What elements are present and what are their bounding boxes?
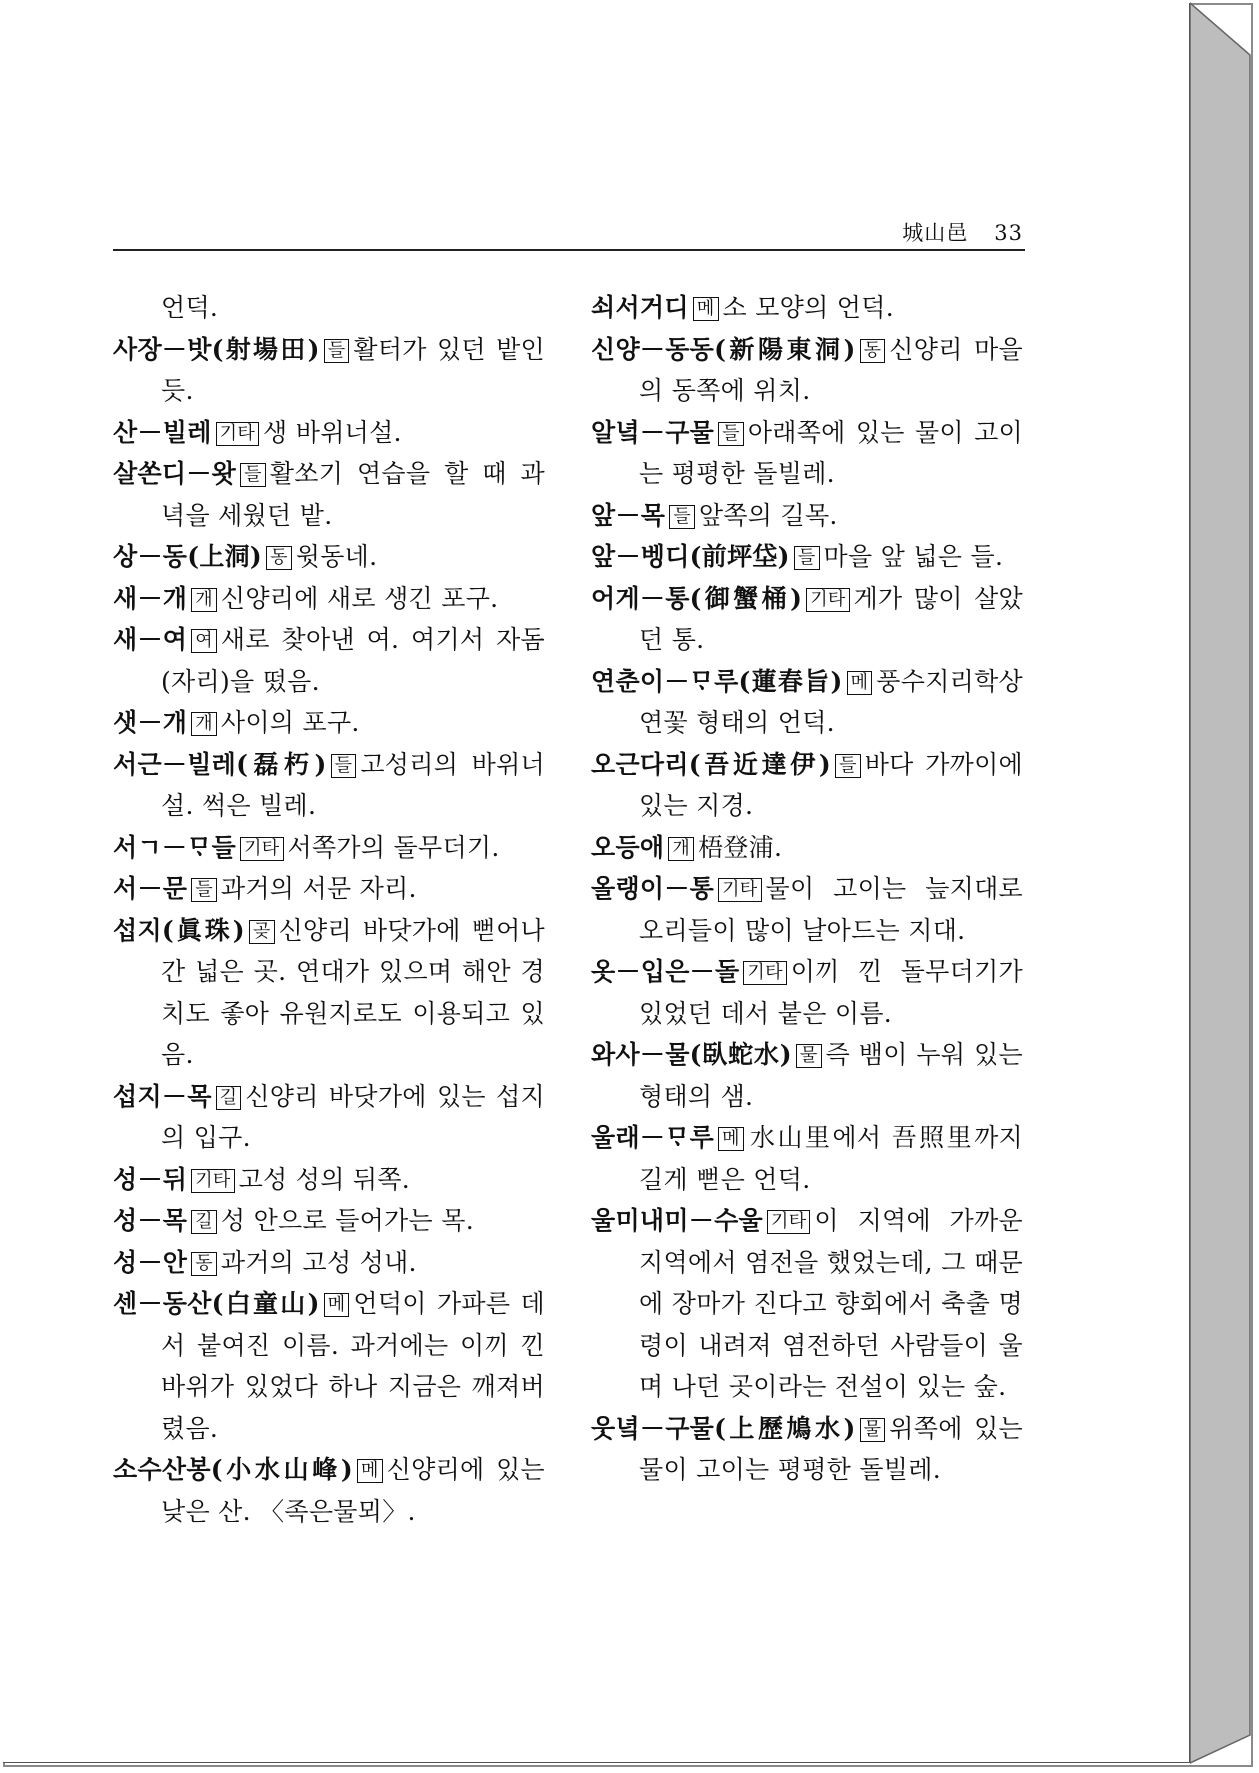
dictionary-entry xyxy=(591,412,1023,495)
entry-headword: 옷－입은－돌 xyxy=(591,957,740,986)
dictionary-entry xyxy=(113,1449,545,1532)
dictionary-entry xyxy=(591,495,1023,537)
entry-definition: 아래쪽에 있는 물이 고이는 평평한 돌빌레. xyxy=(639,417,1023,488)
category-tag: 동 xyxy=(191,1252,217,1276)
dictionary-entry xyxy=(591,536,1023,578)
category-tag: 메 xyxy=(718,1127,744,1151)
dictionary-entry xyxy=(113,329,545,412)
entry-definition: 신양리 마을의 동쪽에 위치. xyxy=(639,334,1023,405)
entry-headword: 서ㄱ－ᄆᆞ들 xyxy=(113,832,237,862)
entry-definition: 梧登浦. xyxy=(698,832,783,862)
dictionary-entry xyxy=(113,1242,545,1284)
left-column xyxy=(113,287,545,1532)
entry-definition: 사이의 포구. xyxy=(220,708,360,737)
dictionary-entry xyxy=(591,1408,1023,1491)
dictionary-entry xyxy=(113,910,545,1076)
entry-definition: 즉 뱀이 누워 있는 형태의 샘. xyxy=(639,1040,1023,1111)
entry-headword: 산－빌레 xyxy=(113,417,212,447)
header-text xyxy=(902,217,1023,247)
dictionary-entry xyxy=(113,1076,545,1159)
entry-headword: 섭지－목 xyxy=(113,1081,212,1111)
dictionary-entry xyxy=(113,744,545,827)
dictionary-entry xyxy=(113,868,545,910)
category-tag: 들 xyxy=(324,339,350,363)
category-tag: 메 xyxy=(357,1459,383,1483)
category-tag: 들 xyxy=(794,546,820,570)
dictionary-entry xyxy=(113,619,545,702)
entry-headword: 앞－벵디(前坪垈) xyxy=(591,542,790,571)
category-tag: 메 xyxy=(324,1293,350,1317)
category-tag: 들 xyxy=(835,754,861,778)
page-number: 33 xyxy=(994,221,1023,245)
entry-definition: 신양리 바닷가에 있는 섭지의 입구. xyxy=(161,1081,545,1152)
entry-definition: 마을 앞 넓은 들. xyxy=(823,542,1004,571)
dictionary-entry xyxy=(591,578,1023,661)
entry-headword: 성－안 xyxy=(113,1247,188,1277)
entry-headword: 어게－통(御蟹桶) xyxy=(591,583,803,613)
dictionary-entry xyxy=(591,827,1023,869)
dictionary-entry xyxy=(113,578,545,620)
dictionary-entry xyxy=(113,453,545,536)
entry-definition: 새로 찾아낸 여. 여기서 자돔(자리)을 떴음. xyxy=(161,625,545,696)
category-tag: 메 xyxy=(847,671,873,695)
entry-definition: 이끼 낀 돌무더기가 있었던 데서 붙은 이름. xyxy=(639,957,1023,1028)
category-tag: 들 xyxy=(669,505,695,529)
entry-headword: 웃녘－구물(上歷鳩水) xyxy=(591,1413,856,1443)
entry-headword: 섭지(眞珠) xyxy=(113,915,245,945)
entry-headword: 샛－개 xyxy=(113,708,188,737)
header-title: 城山邑 xyxy=(902,221,969,245)
dictionary-entry xyxy=(591,1200,1023,1408)
running-header xyxy=(113,215,1025,251)
entry-definition: 윗동네. xyxy=(295,542,378,571)
category-tag: 곶 xyxy=(249,920,275,944)
entry-definition: 언덕이 가파른 데서 붙여진 이름. 과거에는 이끼 낀 바위가 있었다 하나 지금은 깨져버렸음. xyxy=(161,1289,545,1443)
entry-definition: 신양리 바닷가에 뻗어나간 넓은 곳. 연대가 있으며 해안 경치도 좋아 유원지로도 이용되고 있음. xyxy=(161,915,546,1069)
entry-definition: 활쏘기 연습을 할 때 과녁을 세웠던 밭. xyxy=(161,459,545,530)
dictionary-entry xyxy=(591,1034,1023,1117)
entry-definition: 과거의 고성 성내. xyxy=(220,1247,417,1277)
category-tag: 동 xyxy=(860,339,886,363)
category-tag: 기타 xyxy=(240,837,283,861)
category-tag: 기타 xyxy=(767,1210,810,1234)
entry-headword: 상－동(上洞) xyxy=(113,542,263,571)
category-tag: 길 xyxy=(191,1210,217,1234)
entry-definition: 소 모양의 언덕. xyxy=(722,293,894,322)
category-tag: 들 xyxy=(331,754,357,778)
entry-definition: 성 안으로 들어가는 목. xyxy=(220,1206,474,1235)
entry-headword: 와사－물(臥蛇水) xyxy=(591,1040,792,1069)
entry-headword: 성－목 xyxy=(113,1206,188,1235)
category-tag: 들 xyxy=(240,463,266,487)
category-tag: 메 xyxy=(693,297,719,321)
dictionary-entry xyxy=(591,661,1023,744)
category-tag: 동 xyxy=(266,546,292,570)
category-tag: 기타 xyxy=(806,588,849,612)
entry-definition: 과거의 서문 자리. xyxy=(220,874,417,903)
entry-headword: 사장－밧(射場田) xyxy=(113,334,320,364)
entry-definition: 이 지역에 가까운 지역에서 염전을 했었는데, 그 때문에 장마가 진다고 향회에서 축출 명령이 내려져 염전하던 사람들이 울며 나던 곳이라는 전설이 있는 숲. xyxy=(639,1206,1023,1401)
entry-headword: 서근－빌레(磊朽) xyxy=(113,749,327,779)
entry-headword: 알녘－구물 xyxy=(591,417,715,447)
entry-headword: 새－여 xyxy=(113,625,188,654)
page-edge-shape xyxy=(1190,0,1253,1767)
entry-headword: 신양－동동(新陽東洞) xyxy=(591,334,856,364)
book-page-edge xyxy=(1190,0,1253,1767)
entry-headword: 울래－ᄆᆞ루 xyxy=(591,1123,715,1152)
entry-definition: 게가 많이 살았던 통. xyxy=(639,583,1024,654)
category-tag: 개 xyxy=(191,588,217,612)
entry-headword: 서－문 xyxy=(113,874,188,903)
category-tag: 개 xyxy=(191,712,217,736)
dictionary-entry xyxy=(591,1117,1023,1200)
category-tag: 기타 xyxy=(191,1169,234,1193)
dictionary-entry xyxy=(113,702,545,744)
dictionary-entry xyxy=(113,1200,545,1242)
entry-definition: 생 바위너설. xyxy=(263,417,402,447)
entry-headword: 오근다리(吾近達伊) xyxy=(591,749,831,779)
entry-definition: 신양리에 새로 생긴 포구. xyxy=(220,583,499,613)
dictionary-entry xyxy=(113,1159,545,1201)
book-page xyxy=(3,3,1190,1763)
category-tag: 기타 xyxy=(216,422,259,446)
entry-headword: 연춘이－ᄆᆞ루(蓮春旨) xyxy=(591,666,843,696)
entry-definition: 서쪽가의 돌무더기. xyxy=(287,832,500,862)
category-tag: 개 xyxy=(668,837,694,861)
category-tag: 들 xyxy=(718,422,744,446)
entry-headword: 새－개 xyxy=(113,583,188,613)
category-tag: 물 xyxy=(796,1044,822,1068)
entry-headword: 앞－목 xyxy=(591,500,666,530)
category-tag: 들 xyxy=(191,878,217,902)
entry-definition: 활터가 있던 밭인 듯. xyxy=(161,334,545,405)
entry-headword: 쇠서거디 xyxy=(591,293,689,322)
category-tag: 기타 xyxy=(718,878,761,902)
entry-headword: 성－뒤 xyxy=(113,1164,188,1194)
category-tag: 물 xyxy=(860,1418,886,1442)
entry-definition: 바다 가까이에 있는 지경. xyxy=(639,749,1023,820)
entry-definition: 水山里에서 吾照里까지 길게 뻗은 언덕. xyxy=(639,1123,1023,1194)
dictionary-entry xyxy=(113,1283,545,1449)
entry-definition: 위쪽에 있는 물이 고이는 평평한 돌빌레. xyxy=(639,1413,1023,1484)
dictionary-entry xyxy=(113,536,545,578)
dictionary-entry xyxy=(113,827,545,869)
entry-definition: 고성 성의 뒤쪽. xyxy=(238,1164,411,1194)
entry-headword: 올랭이－통 xyxy=(591,874,715,903)
category-tag: 기타 xyxy=(743,961,786,985)
dictionary-entry xyxy=(591,951,1023,1034)
entry-definition: 풍수지리학상 연꽃 형태의 언덕. xyxy=(639,666,1023,737)
category-tag: 길 xyxy=(216,1086,242,1110)
dictionary-entry xyxy=(591,868,1023,951)
entry-headword: 오등애 xyxy=(591,832,665,862)
dictionary-entry xyxy=(113,287,545,329)
entry-headword: 센－동산(白童山) xyxy=(113,1289,320,1318)
entry-headword: 살쏜디－왓 xyxy=(113,459,237,488)
dictionary-entry xyxy=(113,412,545,454)
entry-definition: 앞쪽의 길목. xyxy=(698,500,838,530)
dictionary-entry xyxy=(591,329,1023,412)
category-tag: 여 xyxy=(191,629,217,653)
entry-definition: 언덕. xyxy=(161,293,219,322)
dictionary-entry xyxy=(591,744,1023,827)
entry-definition: 물이 고이는 늪지대로 오리들이 많이 날아드는 지대. xyxy=(639,874,1023,945)
entry-definition: 신양리에 있는 낮은 산. 〈족은물뫼〉. xyxy=(161,1455,545,1526)
dictionary-entry xyxy=(591,287,1023,329)
right-column xyxy=(591,287,1023,1491)
entry-definition: 고성리의 바위너설. 썩은 빌레. xyxy=(161,749,545,820)
entry-headword: 울미내미－수울 xyxy=(591,1206,764,1235)
entry-headword: 소수산봉(小水山峰) xyxy=(113,1455,353,1484)
